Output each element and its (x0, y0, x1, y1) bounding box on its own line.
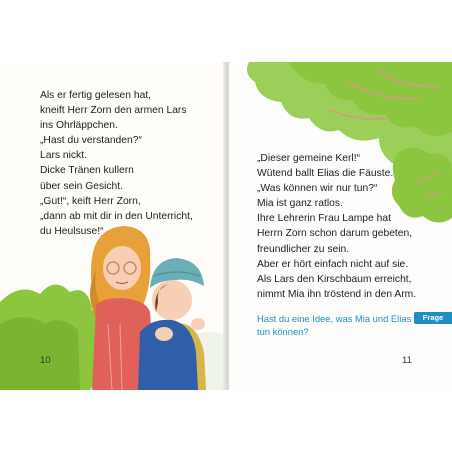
text-line: Aber er hört einfach nicht auf sie. (257, 258, 409, 270)
text-line: freundlicher zu sein. (257, 243, 350, 255)
text-line: Wütend ballt Elias die Fäuste. (257, 168, 394, 180)
text-line: „Gut!“, keift Herr Zorn, (40, 195, 141, 207)
question-line: tun können? (257, 326, 309, 337)
page-number-right: 11 (402, 355, 412, 366)
text-line: „Was können wir nur tun?“ (257, 183, 378, 195)
text-line: Lars nickt. (40, 150, 87, 162)
question-prompt (257, 312, 412, 338)
question-tab: Frage (414, 312, 452, 324)
right-page (229, 62, 452, 390)
text-line: ins Ohrläppchen. (40, 120, 118, 132)
text-line: „dann ab mit dir in den Unterricht, (40, 210, 193, 222)
question-line: Hast du eine Idee, was Mia und Elias (257, 313, 412, 324)
text-line: kneift Herr Zorn den armen Lars (40, 105, 187, 117)
left-page (0, 62, 226, 390)
left-page-text (40, 88, 193, 239)
book-spread (0, 62, 452, 390)
text-line: du Heulsuse!“ (40, 225, 104, 237)
text-line: nimmt Mia ihn tröstend in den Arm. (257, 288, 417, 300)
text-line: „Dieser gemeine Kerl!“ (257, 153, 361, 164)
right-page-text (257, 151, 416, 302)
text-line: Ihre Lehrerin Frau Lampe hat (257, 213, 391, 225)
text-line: Dicke Tränen kullern (40, 165, 134, 177)
text-line: Als er fertig gelesen hat, (40, 90, 152, 101)
text-line: über sein Gesicht. (40, 180, 123, 192)
text-line: Herrn Zorn schon darum gebeten, (257, 228, 413, 240)
text-line: „Hast du verstanden?“ (40, 135, 142, 147)
text-line: Mia ist ganz ratlos. (257, 198, 343, 210)
page-number-left: 10 (40, 355, 51, 366)
text-line: Als Lars den Kirschbaum erreicht, (257, 273, 412, 285)
